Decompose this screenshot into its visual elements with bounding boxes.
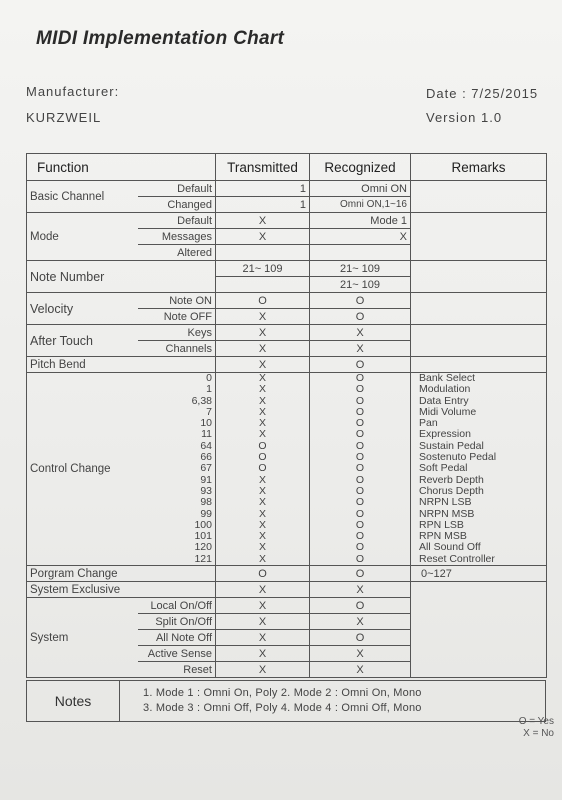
tx-cell: 1 <box>216 181 310 197</box>
cc-rx-value: O <box>355 552 365 565</box>
cc-tx-value: X <box>258 473 266 486</box>
cc-tx-value: X <box>258 496 266 509</box>
rx-cell: X <box>310 614 411 630</box>
cc-remark: Expression <box>419 428 471 441</box>
cc-rx-value: O <box>355 383 365 396</box>
tx-cell: X <box>216 662 310 678</box>
sub-label: Messages <box>138 229 216 245</box>
cc-rx-value: O <box>355 372 365 384</box>
cc-remark: Pan <box>419 417 438 430</box>
cc-tx-value: O <box>258 451 267 464</box>
remarks-cell <box>411 213 547 261</box>
cc-number: 66 <box>200 451 212 464</box>
page-title: MIDI Implementation Chart <box>36 28 285 49</box>
remarks-cell <box>411 325 547 357</box>
remarks-cell <box>411 293 547 325</box>
tx-cell: X <box>216 630 310 646</box>
header-recognized: Recognized <box>310 154 411 181</box>
cc-remark: NRPN MSB <box>419 507 475 520</box>
tx-cell <box>216 245 310 261</box>
control-change-label: Control Change <box>27 373 138 566</box>
table-row <box>27 293 547 309</box>
control-change-remarks <box>411 373 547 566</box>
sub-label: Note ON <box>138 293 216 309</box>
notes-label: Notes <box>27 681 120 721</box>
control-change-row <box>27 373 547 566</box>
remarks-cell: 0~127 <box>411 566 547 582</box>
tx-cell: X <box>216 646 310 662</box>
manufacturer-label: Manufacturer: <box>26 84 120 99</box>
cc-number: 121 <box>194 552 212 565</box>
cc-remark: Soft Pedal <box>419 462 468 475</box>
cc-tx-value: X <box>258 394 266 407</box>
rx-cell: O <box>310 566 411 582</box>
cc-rx-value: O <box>355 451 365 464</box>
cc-tx-value: O <box>258 462 267 475</box>
rx-cell: Mode 1 <box>310 213 411 229</box>
rx-cell: O <box>310 630 411 646</box>
sub-label: Keys <box>138 325 216 341</box>
cc-rx-value: O <box>355 530 365 543</box>
sub-label: Reset <box>138 662 216 678</box>
remarks-cell <box>411 357 547 373</box>
cc-number: 1 <box>206 383 212 396</box>
cc-remark: Reverb Depth <box>419 473 484 486</box>
cc-number: 98 <box>200 496 212 509</box>
cc-rx-value: O <box>355 518 365 531</box>
cc-rx-value: O <box>355 462 365 475</box>
cc-number: 120 <box>194 541 212 554</box>
cc-number: 93 <box>200 484 212 497</box>
cc-tx-value: X <box>258 428 266 441</box>
cc-rx-value: O <box>355 428 365 441</box>
cc-remark: Modulation <box>419 383 471 396</box>
tx-cell: O <box>216 293 310 309</box>
control-change-numbers <box>138 373 216 566</box>
table-row <box>27 213 547 229</box>
table-row <box>27 181 547 197</box>
table-row <box>27 325 547 341</box>
cc-rx-value: O <box>355 541 365 554</box>
cc-remark: Data Entry <box>419 394 469 407</box>
cc-number: 67 <box>200 462 212 475</box>
remarks-cell <box>411 582 547 678</box>
cc-remark: Reset Controller <box>419 552 495 565</box>
rx-cell: X <box>310 662 411 678</box>
sub-label: Altered <box>138 245 216 261</box>
sub-label: Active Sense <box>138 646 216 662</box>
cc-remark: RPN LSB <box>419 518 464 531</box>
cc-number: 100 <box>194 518 212 531</box>
cc-remark: All Sound Off <box>419 541 481 554</box>
tx-cell: 21~ 109 <box>216 261 310 277</box>
cc-number: 0 <box>206 372 212 384</box>
cc-tx-value: X <box>258 372 266 384</box>
cc-remark: Sostenuto Pedal <box>419 451 497 464</box>
header-remarks: Remarks <box>411 154 547 181</box>
tx-cell: X <box>216 582 310 598</box>
table-row <box>27 357 547 373</box>
rx-cell: Omni ON,1~16 <box>310 197 411 213</box>
version-label: Version 1.0 <box>426 110 503 125</box>
header-row <box>27 154 547 181</box>
cc-tx-value: X <box>258 518 266 531</box>
cc-remark: NRPN LSB <box>419 496 472 509</box>
after-touch-label: After Touch <box>27 325 138 357</box>
rx-cell: O <box>310 293 411 309</box>
legend-no: X = No <box>523 728 554 739</box>
cc-remark: RPN MSB <box>419 530 467 543</box>
cc-remark: Chorus Depth <box>419 484 484 497</box>
tx-cell: 1 <box>216 197 310 213</box>
cc-tx-value: X <box>258 484 266 497</box>
cc-tx-value: X <box>258 530 266 543</box>
program-change-label: Porgram Change <box>27 566 216 582</box>
cc-remark: Midi Volume <box>419 405 477 418</box>
table-row <box>27 566 547 582</box>
notes-line-1: 1. Mode 1 : Omni On, Poly 2. Mode 2 : Omni On, Mono <box>143 687 422 699</box>
system-exclusive-label: System Exclusive <box>27 582 216 598</box>
rx-cell: X <box>310 582 411 598</box>
rx-cell: Omni ON <box>310 181 411 197</box>
tx-cell: X <box>216 213 310 229</box>
sub-label: Split On/Off <box>138 614 216 630</box>
rx-cell: X <box>310 341 411 357</box>
note-number-label: Note Number <box>27 261 216 293</box>
cc-rx-value: O <box>355 405 365 418</box>
cc-tx-value: X <box>258 552 266 565</box>
tx-cell: X <box>216 357 310 373</box>
cc-rx-value: O <box>355 496 365 509</box>
rx-cell: X <box>310 229 411 245</box>
cc-number: 10 <box>200 417 212 430</box>
cc-number: 99 <box>200 507 212 520</box>
table-row <box>27 582 547 598</box>
cc-tx-value: X <box>258 417 266 430</box>
sub-label: Note OFF <box>138 309 216 325</box>
tx-cell: X <box>216 614 310 630</box>
control-change-transmitted <box>216 373 310 566</box>
mode-label: Mode <box>27 213 138 261</box>
sub-label: Default <box>138 213 216 229</box>
basic-channel-label: Basic Channel <box>27 181 138 213</box>
cc-tx-value: O <box>258 439 267 452</box>
remarks-cell <box>411 261 547 293</box>
cc-number: 6,38 <box>191 394 212 407</box>
notes-line-2: 3. Mode 3 : Omni Off, Poly 4. Mode 4 : Omni Off, Mono <box>143 702 422 714</box>
rx-cell: X <box>310 325 411 341</box>
cc-number: 11 <box>201 428 212 441</box>
manufacturer-value: KURZWEIL <box>26 110 102 125</box>
control-change-recognized <box>310 373 411 566</box>
sub-label: Default <box>138 181 216 197</box>
sub-label: Channels <box>138 341 216 357</box>
cc-remark: Bank Select <box>419 372 476 384</box>
cc-number: 101 <box>194 530 212 543</box>
rx-cell: O <box>310 357 411 373</box>
tx-cell: X <box>216 598 310 614</box>
velocity-label: Velocity <box>27 293 138 325</box>
cc-tx-value: X <box>258 383 266 396</box>
cc-number: 7 <box>206 405 212 418</box>
remarks-cell <box>411 181 547 213</box>
cc-rx-value: O <box>355 394 365 407</box>
header-transmitted: Transmitted <box>216 154 310 181</box>
tx-cell: X <box>216 341 310 357</box>
sub-label: All Note Off <box>138 630 216 646</box>
rx-cell: 21~ 109 <box>310 261 411 277</box>
rx-cell: X <box>310 646 411 662</box>
cc-tx-value: X <box>258 405 266 418</box>
tx-cell: O <box>216 566 310 582</box>
pitch-bend-label: Pitch Bend <box>27 357 216 373</box>
cc-rx-value: O <box>355 484 365 497</box>
midi-implementation-table <box>26 153 547 678</box>
cc-number: 64 <box>200 439 212 452</box>
legend-yes: O = Yes <box>518 716 554 727</box>
rx-cell: O <box>310 309 411 325</box>
date-label: Date : 7/25/2015 <box>426 86 539 101</box>
notes-box <box>26 680 546 722</box>
sub-label: Local On/Off <box>138 598 216 614</box>
rx-cell: 21~ 109 <box>310 277 411 293</box>
cc-tx-value: X <box>258 507 266 520</box>
sub-label: Changed <box>138 197 216 213</box>
cc-tx-value: X <box>258 541 266 554</box>
tx-cell: X <box>216 309 310 325</box>
system-label: System <box>27 598 138 678</box>
cc-rx-value: O <box>355 417 365 430</box>
cc-remark: Sustain Pedal <box>419 439 484 452</box>
cc-rx-value: O <box>355 439 365 452</box>
rx-cell <box>310 245 411 261</box>
cc-number: 91 <box>200 473 212 486</box>
table-row <box>27 261 547 277</box>
tx-cell: X <box>216 229 310 245</box>
tx-cell <box>216 277 310 293</box>
rx-cell: O <box>310 598 411 614</box>
cc-rx-value: O <box>355 507 365 520</box>
header-function: Function <box>27 154 216 181</box>
cc-rx-value: O <box>355 473 365 486</box>
tx-cell: X <box>216 325 310 341</box>
